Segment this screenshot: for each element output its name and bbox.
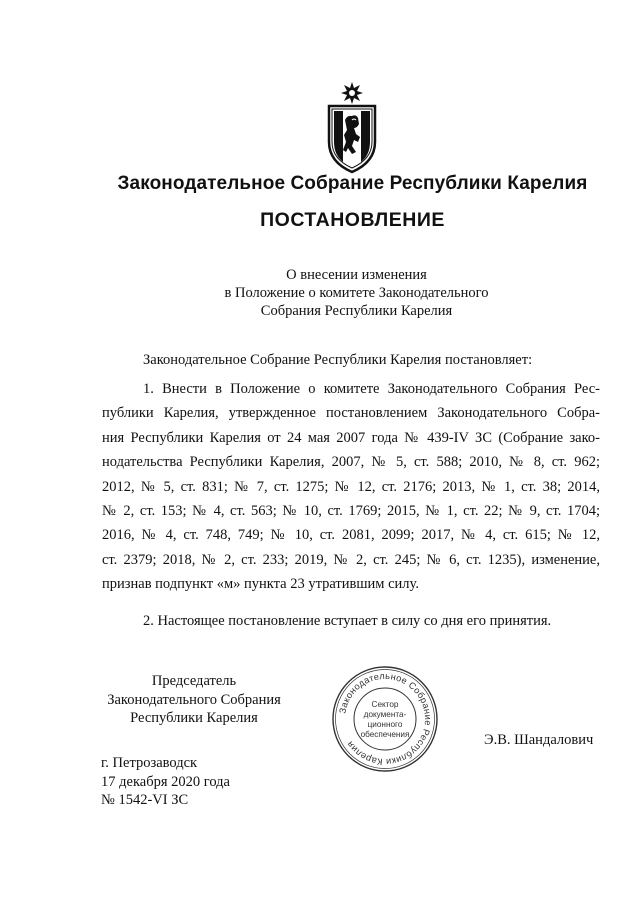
document-subject	[0, 266, 640, 320]
signer-title-line: Республики Карелия	[130, 710, 258, 726]
point-2-paragraph: 2. Настоящее постановление вступает в силу со дня его принятия.	[143, 613, 552, 629]
document-footer	[101, 754, 230, 810]
paragraph-line: № 2, ст. 153; № 4, ст. 563; № 10, ст. 1769; 2015, № 1, ст. 22; № 9, ст. 1704;	[102, 502, 600, 519]
subject-line: Собрания Республики Карелия	[260, 303, 453, 319]
seal-ring-text: Законодательное Собрание Республики Карелия	[337, 670, 434, 768]
signer-title	[101, 672, 287, 728]
subject-line: в Положение о комитете Законодательного	[224, 285, 489, 301]
point-1-paragraph	[102, 377, 600, 597]
paragraph-line: нодательства Республики Карелия, 2007, № 5, ст. 588; 2010, № 8, ст. 962;	[102, 454, 600, 471]
preamble: Законодательное Собрание Республики Карелия постановляет:	[143, 352, 533, 368]
document-number: № 1542-VI ЗС	[101, 792, 189, 808]
adoption-date: 17 декабря 2020 года	[101, 773, 230, 790]
karelia-coat-of-arms-icon	[323, 82, 381, 174]
signer-title-line: Законодательного Собрания	[107, 691, 281, 708]
paragraph-line: ст. 2379; 2018, № 2, ст. 233; 2019, № 2, ст. 245; № 6, ст. 1235), изменение,	[102, 551, 600, 568]
paragraph-line: признав подпункт «м» пункта 23 утратившим силу.	[102, 576, 419, 593]
place-of-adoption: г. Петрозаводск	[101, 755, 198, 771]
official-seal-stamp	[330, 664, 440, 774]
signer-name: Э.В. Шандалович	[484, 732, 594, 748]
organization-title: Законодательное Собрание Республики Карелия	[117, 173, 588, 194]
subject-line: О внесении изменения	[286, 267, 427, 283]
paragraph-line: 2012, № 5, ст. 831; № 7, ст. 1275; № 12, ст. 2176; 2013, № 1, ст. 38; 2014,	[102, 478, 600, 495]
seal-center-line: ционного	[367, 720, 403, 729]
paragraph-line: публики Карелия, утвержденное постановлением Законодательного Собра-	[102, 405, 600, 422]
seal-center-line: обеспечения	[360, 730, 410, 739]
paragraph-line: ния Республики Карелия от 24 мая 2007 года № 439-IV ЗС (Собрание зако-	[102, 429, 600, 446]
signer-title-line: Председатель	[151, 673, 237, 689]
document-type-heading: ПОСТАНОВЛЕНИЕ	[260, 209, 445, 231]
seal-center-line: документа-	[363, 710, 407, 719]
paragraph-line: 1. Внести в Положение о комитете Законодательного Собрания Рес-	[143, 381, 600, 397]
paragraph-line: 2016, № 4, ст. 748, 749; № 10, ст. 2081, 2099; 2017, № 4, ст. 615; № 12,	[102, 527, 600, 544]
seal-center-line: Сектор	[371, 700, 399, 709]
